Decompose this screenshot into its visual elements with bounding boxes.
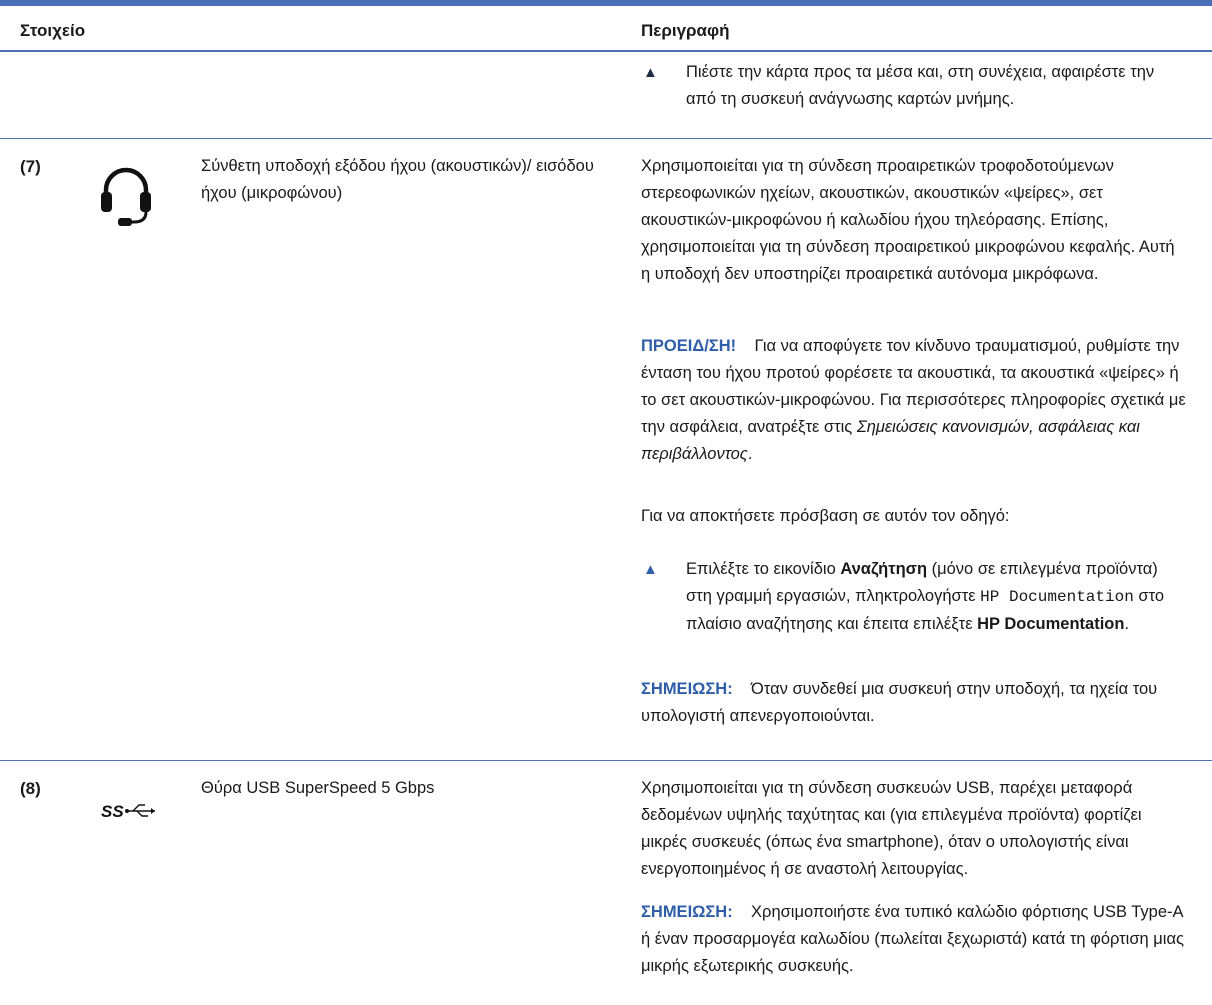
note-block [641,676,1186,730]
row-divider [0,138,1212,139]
headset-icon [98,160,154,237]
note-text: Χρησιμοποιήστε ένα τυπικό καλώδιο φόρτισης USB Type-A ή έναν προσαρμογέα καλωδίου (πωλείται ξεχωριστά) κατά τη φόρτιση μιας μικρής εξωτερικής συσκευής. [641,903,1184,975]
regulatory-notices-title: Σημειώσεις κανονισμών, ασφάλειας και περιβάλλοντος [641,418,1140,463]
row-number: (7) [20,157,41,176]
component-description: Χρησιμοποιείται για τη σύνδεση συσκευών USB, παρέχει μεταφορά δεδομένων υψηλής ταχύτητας και (για επιλεγμένα προϊόντα) φορτίζει μικρές συσκευές (όπως ένα smartphone), όταν ο υπολογιστής είναι ενεργοποιημένος ή σε αναστολή λειτουργίας. [641,779,1142,878]
note-label: ΣΗΜΕΙΩΣΗ: [641,903,733,921]
usb-superspeed-icon [101,798,165,833]
note-label: ΣΗΜΕΙΩΣΗ: [641,680,733,698]
step-text: (μόνο σε επιλεγμένα προϊόντα) στη γραμμή εργασιών, πληκτρολογήστε [686,560,1158,605]
typed-query: HP Documentation [980,588,1134,606]
instruction-text: Πιέστε την κάρτα προς τα μέσα και, στη συνέχεια, αφαιρέστε την από τη συσκευή ανάγνωσης καρτών μνήμης. [686,63,1155,108]
search-term: Αναζήτηση [840,560,928,578]
header-item: Στοιχείο [20,21,86,40]
warning-label: ΠΡΟΕΙΔ/ΣΗ! [641,337,737,355]
component-name: Σύνθετη υποδοχή εξόδου ήχου (ακουστικών)/ εισόδου ήχου (μικροφώνου) [201,157,594,202]
component-description: Χρησιμοποιείται για τη σύνδεση προαιρετικών τροφοδοτούμενων στερεοφωνικών ηχείων, ακουστικών, ακουστικών «ψείρες», σετ ακουστικών-μικροφώνου ή καλωδίου ήχου τηλεόρασης. Επίσης, χρησιμοποιείται για τη σύνδεση προαιρετικού μικροφώνου κεφαλής. Αυτή η υποδοχή δεν υποστηρίζει προαιρετικά αυτόνομα μικρόφωνα. [641,157,1175,283]
step-end: . [1124,615,1130,633]
component-name: Θύρα USB SuperSpeed 5 Gbps [201,779,435,797]
access-step [686,556,1186,638]
note-block [641,899,1186,980]
note-text: Όταν συνδεθεί μια συσκευή στην υποδοχή, τα ηχεία του υπολογιστή απενεργοποιούνται. [641,680,1158,725]
usb-ss-glyph: SS [101,802,124,821]
warning-text: Για να αποφύγετε τον κίνδυνο τραυματισμού, ρυθμίστε την ένταση του ήχου προτού φορέσετε τα ακουστικά, τα ακουστικά «ψείρες» ή το σετ ακουστικών-μικροφώνου. Για περισσότερες πληροφορίες σχετικά με την ασφάλεια, ανατρέξτε στις [641,337,1186,436]
step-text: Επιλέξτε το εικονίδιο [686,560,841,578]
warning-block [641,333,1186,468]
step-text: στο πλαίσιο αναζήτησης και έπειτα επιλέξτε [686,587,1165,633]
triangle-bullet-icon: ▲ [643,561,658,578]
app-name: HP Documentation [977,615,1125,633]
row-divider [0,760,1212,761]
header-description: Περιγραφή [641,21,730,40]
row-number: (8) [20,779,41,798]
triangle-bullet-icon: ▲ [643,64,658,81]
table-header [0,6,1212,52]
warning-end: . [747,445,753,463]
access-guide-text: Για να αποκτήσετε πρόσβαση σε αυτόν τον οδηγό: [641,507,1010,525]
